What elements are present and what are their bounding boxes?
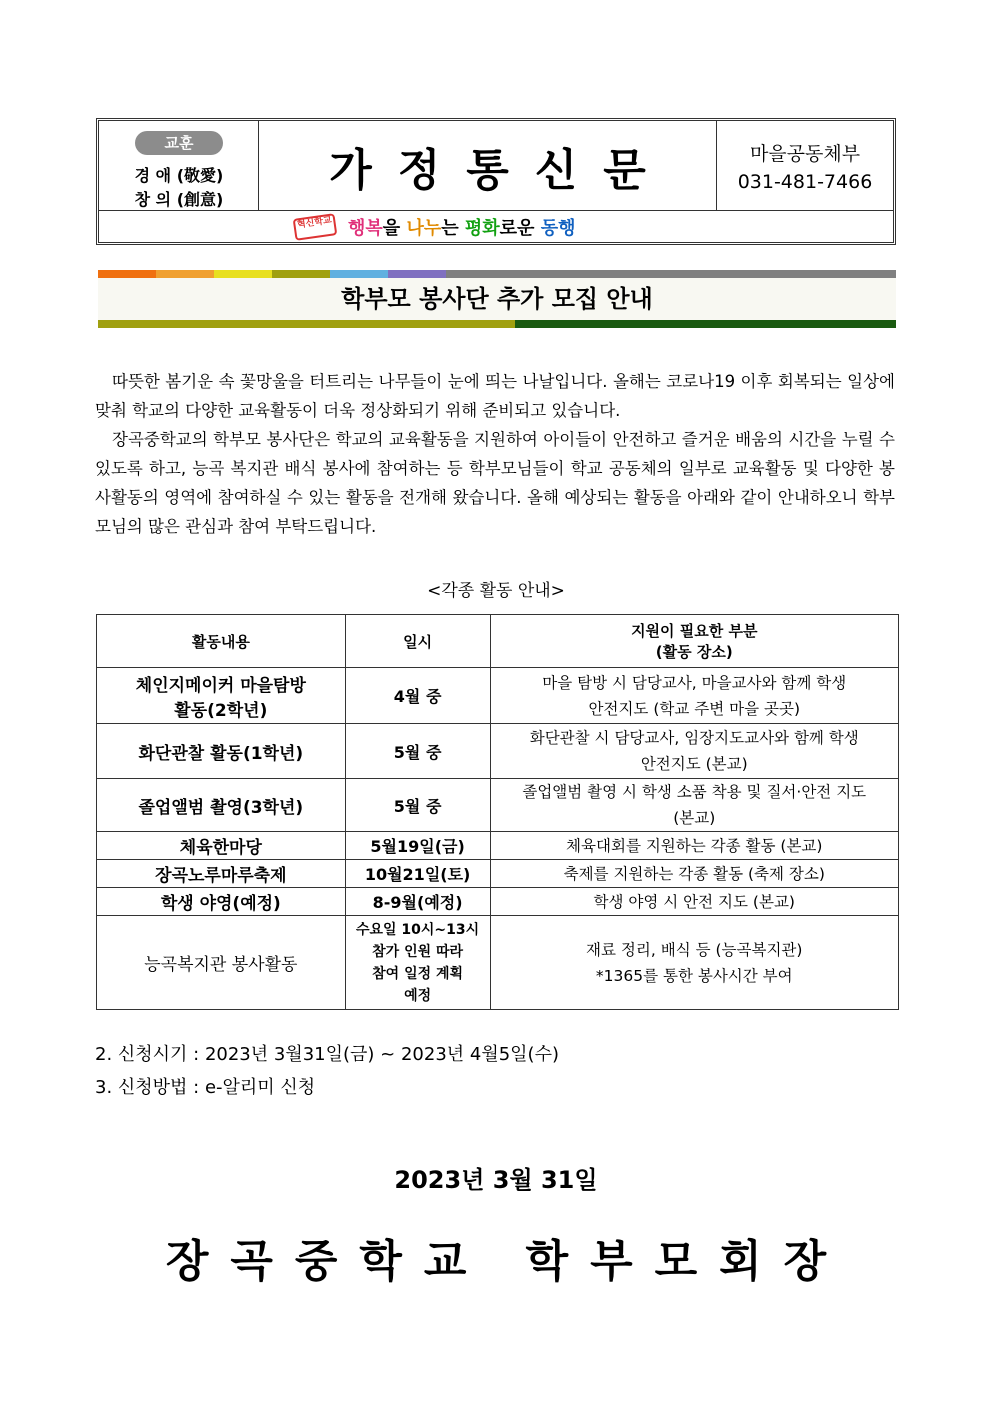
slogan-segment: 행복 <box>348 218 383 239</box>
support-cell <box>490 916 898 1010</box>
support-line: 화단관찰 시 담당교사, 임장지도교사와 함께 학생 <box>529 729 859 747</box>
newsletter-title: 가정통신문 <box>329 144 672 196</box>
date-cell: 5월19일(금) <box>345 832 490 860</box>
table-row <box>97 916 899 1010</box>
title-cell <box>259 121 717 210</box>
header-date: 일시 <box>345 615 490 668</box>
innovation-school-stamp: 혁신학교 <box>293 213 338 241</box>
support-line: 재료 정리, 배식 등 (능곡복지관) <box>586 940 803 959</box>
support-cell <box>490 724 898 779</box>
activity-cell: 능곡복지관 봉사활동 <box>97 916 346 1010</box>
support-line: 안전지도 (학교 주변 마을 곳곳) <box>588 699 800 718</box>
intro-paragraph-1: 따뜻한 봄기운 속 꽃망울을 터트리는 나무들이 눈에 띄는 나날입니다. 올해는 코로나19 이후 회복되는 일상에 맞춰 학교의 다양한 교육활동이 더욱 정상화되기 위해 준비되고 있습니다. <box>95 372 895 420</box>
application-method: 3. 신청방법 : e-알리미 신청 <box>95 1077 316 1098</box>
motto-line-2: 창 의 (創意) <box>134 190 224 209</box>
table-row <box>97 779 899 832</box>
date-cell <box>345 916 490 1010</box>
support-cell <box>490 668 898 724</box>
banner-stripe-segment <box>98 320 515 328</box>
activity-cell: 화단관찰 활동(1학년) <box>97 724 346 779</box>
department-cell <box>717 121 893 210</box>
banner-stripe-segment <box>330 270 388 278</box>
support-line: 졸업앨범 촬영 시 학생 소품 착용 및 질서·안전 지도 <box>522 783 867 801</box>
banner-stripe-segment <box>446 270 896 278</box>
table-row <box>97 832 899 860</box>
support-cell: 학생 야영 시 안전 지도 (본교) <box>490 888 898 916</box>
activity-line: 체인지메이커 마을탐방 <box>135 675 306 696</box>
date-cell: 5월 중 <box>345 724 490 779</box>
header-support-line1: 지원이 필요한 부분 <box>631 622 758 640</box>
support-cell: 체육대회를 지원하는 각종 활동 (본교) <box>490 832 898 860</box>
date-line: 참가 인원 따라 <box>372 943 464 960</box>
support-line: (본교) <box>673 809 716 827</box>
intro-paragraph-2: 장곡중학교의 학부모 봉사단은 학교의 교육활동을 지원하여 아이들이 안전하고 즐거운 배움의 시간을 누릴 수 있도록 하고, 능곡 복지관 배식 봉사에 참여하는 등 학부모님들이 학교 공동체의 일부로 교육활동 및 다양한 봉사활동의 영역에 참여하실 수 있는 활동을 전개해 왔습니다. 올해 예상되는 활동을 아래와 같이 안내하오니 학부모님의 많은 관심과 참여 부탁드립니다. <box>95 430 895 536</box>
header-activity: 활동내용 <box>97 615 346 668</box>
header-support <box>490 615 898 668</box>
slogan-segment: 을 <box>382 218 407 239</box>
support-line: 안전지도 (본교) <box>640 755 748 773</box>
slogan-segment: 로운 <box>499 218 541 239</box>
table-row <box>97 724 899 779</box>
issue-date: 2023년 3월 31일 <box>394 1166 598 1194</box>
support-cell <box>490 779 898 832</box>
motto-badge: 교훈 <box>135 131 223 155</box>
signature: 장곡중학교 학부모회장 <box>165 1236 849 1287</box>
application-period: 2. 신청시기 : 2023년 3월31일(금) ~ 2023년 4월5일(수) <box>95 1044 559 1065</box>
date-cell: 10월21일(토) <box>345 860 490 888</box>
department-name: 마을공동체부 <box>749 143 861 165</box>
activity-cell <box>97 668 346 724</box>
slogan-row <box>99 210 893 242</box>
table-header-row <box>97 615 899 668</box>
table-caption: <각종 활동 안내> <box>427 581 565 601</box>
slogan-segment: 는 <box>441 218 465 239</box>
table-row <box>97 888 899 916</box>
banner-stripe-segment <box>388 270 446 278</box>
date-line: 수요일 10시~13시 <box>355 921 480 938</box>
activity-cell: 졸업앨범 촬영(3학년) <box>97 779 346 832</box>
activity-cell: 체육한마당 <box>97 832 346 860</box>
support-line: 마을 탐방 시 담당교사, 마을교사와 함께 학생 <box>542 673 847 692</box>
motto-line-1: 경 애 (敬愛) <box>134 166 224 185</box>
banner-stripe-segment <box>272 270 330 278</box>
activity-line: 활동(2학년) <box>174 700 268 721</box>
banner-stripe-segment <box>214 270 272 278</box>
department-phone: 031-481-7466 <box>737 171 873 193</box>
slogan-text <box>348 214 575 240</box>
table-row <box>97 860 899 888</box>
motto-cell <box>99 121 259 210</box>
slogan <box>294 214 575 240</box>
activity-cell: 학생 야영(예정) <box>97 888 346 916</box>
activities-table <box>96 614 899 1010</box>
date-cell: 5월 중 <box>345 779 490 832</box>
support-cell: 축제를 지원하는 각종 활동 (축제 장소) <box>490 860 898 888</box>
table-row <box>97 668 899 724</box>
banner-title: 학부모 봉사단 추가 모집 안내 <box>98 278 896 320</box>
date-line: 예정 <box>404 987 432 1004</box>
banner-stripe-segment <box>515 320 896 328</box>
slogan-segment: 나누 <box>406 218 442 239</box>
date-cell: 8-9월(예정) <box>345 888 490 916</box>
header-support-line2: (활동 장소) <box>655 643 733 661</box>
activity-cell: 장곡노루마루축제 <box>97 860 346 888</box>
banner-stripe-segment <box>98 270 156 278</box>
banner-stripe-segment <box>156 270 214 278</box>
date-line: 참여 일정 계획 <box>372 965 464 982</box>
header-box <box>96 118 896 245</box>
slogan-segment: 동행 <box>540 218 576 239</box>
slogan-segment: 평화 <box>464 218 500 239</box>
date-cell: 4월 중 <box>345 668 490 724</box>
support-line: *1365를 통한 봉사시간 부여 <box>595 966 793 985</box>
